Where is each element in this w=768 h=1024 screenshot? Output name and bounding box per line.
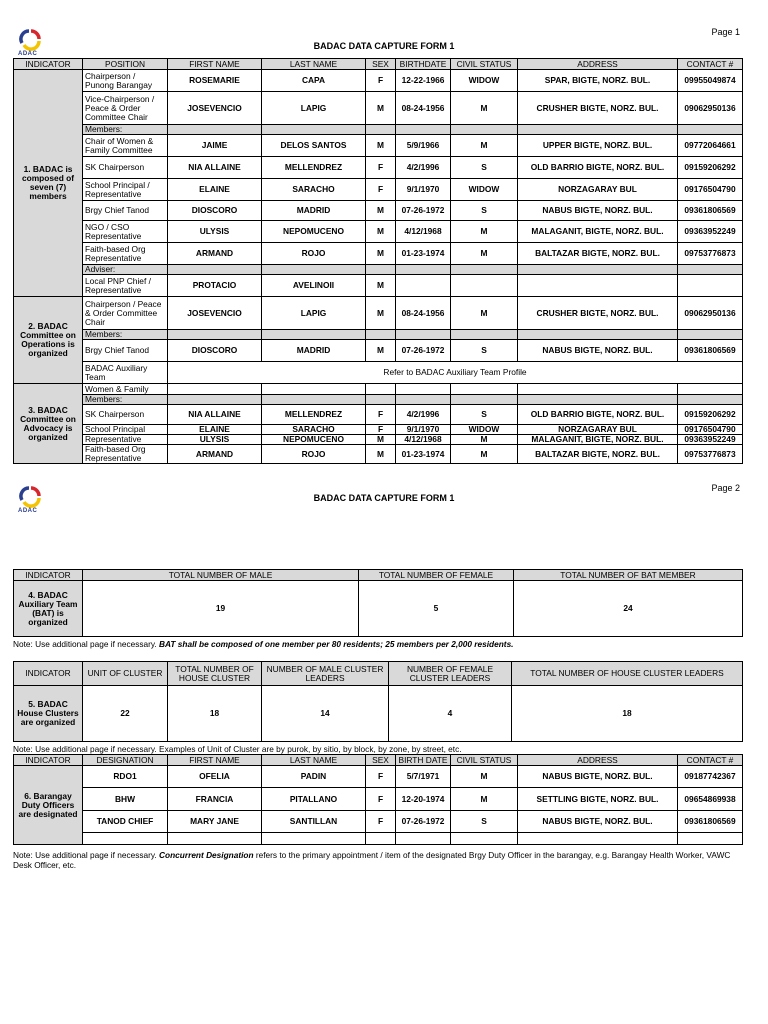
contact-cell: 09772064661 [678, 135, 743, 157]
members-label-row [14, 125, 743, 135]
last-name-cell: SARACHO [262, 179, 366, 201]
birthdate-cell: 12-20-1974 [396, 788, 451, 811]
page2-number: Page 2 [711, 483, 740, 493]
bat-table [13, 569, 743, 637]
first-name-cell: DIOSCORO [168, 340, 262, 362]
table-row [14, 405, 743, 425]
address-cell: NORZAGARAY BUL [518, 425, 678, 435]
unit-cluster-value: 22 [83, 686, 168, 742]
first-name-cell: ULYSIS [168, 435, 262, 445]
last-name-cell: LAPIG [262, 297, 366, 330]
header-address: ADDRESS [518, 755, 678, 766]
address-cell: NABUS BIGTE, NORZ. BUL. [518, 766, 678, 788]
sex-cell: F [366, 788, 396, 811]
table-row [14, 435, 743, 445]
birthdate-cell: 4/12/1968 [396, 221, 451, 243]
first-name-cell: ARMAND [168, 445, 262, 464]
birthdate-cell: 12-22-1966 [396, 70, 451, 92]
bat-note-prefix: Note: Use additional page if necessary. [13, 639, 160, 649]
contact-cell: 09361806569 [678, 340, 743, 362]
contact-cell: 09654869938 [678, 788, 743, 811]
birthdate-cell: 08-24-1956 [396, 297, 451, 330]
sex-cell: M [366, 435, 396, 445]
birthdate-cell [396, 275, 451, 297]
sex-cell: M [366, 340, 396, 362]
logo-text: ADAC [18, 51, 38, 57]
table-row [14, 297, 743, 330]
table-row [14, 686, 743, 742]
last-name-cell: LAPIG [262, 92, 366, 125]
civil-status-cell: M [451, 766, 518, 788]
position-cell: Chairperson / Peace & Order Committee Chair [83, 297, 168, 330]
first-name-cell: MARY JANE [168, 811, 262, 833]
first-name-cell: ELAINE [168, 425, 262, 435]
members-label-row [14, 395, 743, 405]
birthdate-cell: 9/1/1970 [396, 425, 451, 435]
table-row [14, 70, 743, 92]
address-cell: OLD BARRIO BIGTE, NORZ. BUL. [518, 405, 678, 425]
birthdate-cell: 08-24-1956 [396, 92, 451, 125]
contact-cell: 09159206292 [678, 405, 743, 425]
address-cell: BALTAZAR BIGTE, NORZ. BUL. [518, 445, 678, 464]
birthdate-cell: 07-26-1972 [396, 340, 451, 362]
address-cell: CRUSHER BIGTE, NORZ. BUL. [518, 92, 678, 125]
designation-cell: TANOD CHIEF [83, 811, 168, 833]
sex-cell: F [366, 405, 396, 425]
header-total-clusters: TOTAL NUMBER OF HOUSE CLUSTER [168, 662, 262, 686]
table-row [14, 275, 743, 297]
first-name-cell: FRANCIA [168, 788, 262, 811]
position-cell: Faith-based Org Representative [83, 445, 168, 464]
table-row [14, 157, 743, 179]
last-name-cell: PADIN [262, 766, 366, 788]
header-male-leaders: NUMBER OF MALE CLUSTER LEADERS [262, 662, 389, 686]
position-cell: Brgy Chief Tanod [83, 340, 168, 362]
indicator-2: 2. BADAC Committee on Operations is organized [14, 297, 83, 384]
address-cell: NORZAGARAY BUL [518, 179, 678, 201]
last-name-cell: MELLENDREZ [262, 405, 366, 425]
indicator-5: 5. BADAC House Clusters are organized [14, 686, 83, 742]
birthdate-cell: 4/12/1968 [396, 435, 451, 445]
contact-cell: 09062950136 [678, 297, 743, 330]
bat-note [13, 639, 748, 649]
header-indicator: INDICATOR [14, 59, 83, 70]
header-first-name: FIRST NAME [168, 59, 262, 70]
total-male-value: 19 [83, 581, 359, 637]
header-indicator: INDICATOR [14, 662, 83, 686]
bat-note-bold: BAT shall be composed of one member per 80 residents; 25 members per 2,000 residents. [159, 639, 514, 649]
header-last-name: LAST NAME [262, 59, 366, 70]
indicator-6: 6. Barangay Duty Officers are designated [14, 766, 83, 845]
total-female-value: 5 [359, 581, 514, 637]
total-leaders-value: 18 [512, 686, 743, 742]
table-row [14, 362, 743, 384]
sex-cell: M [366, 221, 396, 243]
last-name-cell: NEPOMUCENO [262, 435, 366, 445]
logo-text: ADAC [18, 508, 38, 514]
civil-status-cell: M [451, 92, 518, 125]
adviser-label-row [14, 265, 743, 275]
header-total-bat: TOTAL NUMBER OF BAT MEMBER [514, 570, 743, 581]
civil-status-cell: M [451, 297, 518, 330]
last-name-cell: ROJO [262, 243, 366, 265]
civil-status-cell: M [451, 445, 518, 464]
civil-status-cell: M [451, 221, 518, 243]
duty-officers-table [13, 754, 743, 845]
members-label: Members: [83, 125, 168, 135]
header-unit-cluster: UNIT OF CLUSTER [83, 662, 168, 686]
first-name-cell: JOSEVENCIO [168, 297, 262, 330]
first-name-cell: DIOSCORO [168, 201, 262, 221]
first-name-cell: OFELIA [168, 766, 262, 788]
sex-cell: F [366, 811, 396, 833]
position-cell: Local PNP Chief / Representative [83, 275, 168, 297]
header-first-name: FIRST NAME [168, 755, 262, 766]
position-cell: NGO / CSO Representative [83, 221, 168, 243]
contact-cell: 09176504790 [678, 179, 743, 201]
sex-cell: M [366, 135, 396, 157]
clusters-table [13, 661, 743, 742]
sex-cell: F [366, 766, 396, 788]
header-birthdate: BIRTH DATE [396, 755, 451, 766]
last-name-cell: SARACHO [262, 425, 366, 435]
address-cell: UPPER BIGTE, NORZ. BUL. [518, 135, 678, 157]
contact-cell: 09955049874 [678, 70, 743, 92]
civil-status-cell: WIDOW [451, 70, 518, 92]
civil-status-cell: S [451, 405, 518, 425]
address-cell [518, 275, 678, 297]
last-name-cell: SANTILLAN [262, 811, 366, 833]
civil-status-cell: M [451, 435, 518, 445]
adviser-label: Adviser: [83, 265, 168, 275]
header-birthdate: BIRTHDATE [396, 59, 451, 70]
contact-cell: 09187742367 [678, 766, 743, 788]
table-header-row [14, 755, 743, 766]
last-name-cell: NEPOMUCENO [262, 221, 366, 243]
address-cell: SETTLING BIGTE, NORZ. BUL. [518, 788, 678, 811]
contact-cell: 09361806569 [678, 201, 743, 221]
first-name-cell: NIA ALLAINE [168, 405, 262, 425]
table-row [14, 788, 743, 811]
address-cell: NABUS BIGTE, NORZ. BUL. [518, 201, 678, 221]
birthdate-cell: 4/2/1996 [396, 405, 451, 425]
position-cell: Chairperson / Punong Barangay [83, 70, 168, 92]
position-cell: BADAC Auxiliary Team [83, 362, 168, 384]
table-row [14, 243, 743, 265]
last-name-cell: CAPA [262, 70, 366, 92]
table-row [14, 92, 743, 125]
table-header-row [14, 59, 743, 70]
address-cell: MALAGANIT, BIGTE, NORZ. BUL. [518, 435, 678, 445]
civil-status-cell: M [451, 243, 518, 265]
address-cell: MALAGANIT, BIGTE, NORZ. BUL. [518, 221, 678, 243]
civil-status-cell: S [451, 157, 518, 179]
header-sex: SEX [366, 755, 396, 766]
indicator-1: 1. BADAC is composed of seven (7) members [14, 70, 83, 297]
table-row [14, 201, 743, 221]
table-row [14, 581, 743, 637]
sex-cell: F [366, 425, 396, 435]
first-name-cell: ELAINE [168, 179, 262, 201]
birthdate-cell: 07-26-1972 [396, 811, 451, 833]
last-name-cell: DELOS SANTOS [262, 135, 366, 157]
birthdate-cell: 01-23-1974 [396, 243, 451, 265]
header-total-female: TOTAL NUMBER OF FEMALE [359, 570, 514, 581]
contact-cell: 09159206292 [678, 157, 743, 179]
contact-cell: 09062950136 [678, 92, 743, 125]
last-name-cell: AVELINOII [262, 275, 366, 297]
header-contact: CONTACT # [678, 59, 743, 70]
address-cell: NABUS BIGTE, NORZ. BUL. [518, 811, 678, 833]
position-cell: Faith-based Org Representative [83, 243, 168, 265]
table-header-row [14, 662, 743, 686]
page1-number: Page 1 [711, 27, 740, 37]
sex-cell: M [366, 243, 396, 265]
header-position: POSITION [83, 59, 168, 70]
civil-status-cell [451, 275, 518, 297]
table-row [14, 221, 743, 243]
total-clusters-value: 18 [168, 686, 262, 742]
header-indicator: INDICATOR [14, 755, 83, 766]
last-name-cell: MADRID [262, 201, 366, 221]
duty-note [13, 850, 748, 870]
sex-cell: M [366, 201, 396, 221]
header-total-male: TOTAL NUMBER OF MALE [83, 570, 359, 581]
sex-cell: F [366, 70, 396, 92]
contact-cell: 09361806569 [678, 811, 743, 833]
designation-cell: RDO1 [83, 766, 168, 788]
civil-status-cell: S [451, 201, 518, 221]
table-row [14, 179, 743, 201]
header-sex: SEX [366, 59, 396, 70]
contact-cell: 09753776873 [678, 243, 743, 265]
sex-cell: M [366, 297, 396, 330]
header-last-name: LAST NAME [262, 755, 366, 766]
address-cell: NABUS BIGTE, NORZ. BUL. [518, 340, 678, 362]
male-leaders-value: 14 [262, 686, 389, 742]
civil-status-cell: M [451, 135, 518, 157]
first-name-cell: ULYSIS [168, 221, 262, 243]
page1-title: BADAC DATA CAPTURE FORM 1 [313, 41, 455, 51]
position-cell: SK Chairperson [83, 405, 168, 425]
birthdate-cell: 01-23-1974 [396, 445, 451, 464]
address-cell: CRUSHER BIGTE, NORZ. BUL. [518, 297, 678, 330]
position-cell: Brgy Chief Tanod [83, 201, 168, 221]
badac-members-table [13, 58, 743, 464]
address-cell: BALTAZAR BIGTE, NORZ. BUL. [518, 243, 678, 265]
clusters-note: Note: Use additional page if necessary. Examples of Unit of Cluster are by purok, by sitio, by block, by zone, by street, etc. [13, 744, 462, 754]
total-bat-value: 24 [514, 581, 743, 637]
header-civil-status: CIVIL STATUS [451, 59, 518, 70]
duty-note-prefix: Note: Use additional page if necessary. [13, 850, 160, 860]
duty-note-rest: refers to the primary appointment / item of the designated Brgy Duty Officer in the barangay, e.g. Barangay Health Worker, VAWC Desk Officer, etc. [13, 850, 731, 870]
header-civil-status: CIVIL STATUS [451, 755, 518, 766]
sex-cell: M [366, 275, 396, 297]
contact-cell: 09176504790 [678, 425, 743, 435]
table-row [14, 445, 743, 464]
table-header-row [14, 570, 743, 581]
contact-cell [678, 275, 743, 297]
page2-title: BADAC DATA CAPTURE FORM 1 [313, 493, 455, 503]
address-cell: SPAR, BIGTE, NORZ. BUL. [518, 70, 678, 92]
members-label-row [14, 330, 743, 340]
header-contact: CONTACT # [678, 755, 743, 766]
birthdate-cell: 5/9/1966 [396, 135, 451, 157]
female-leaders-value: 4 [389, 686, 512, 742]
contact-cell: 09363952249 [678, 221, 743, 243]
header-address: ADDRESS [518, 59, 678, 70]
civil-status-cell: WIDOW [451, 179, 518, 201]
birthdate-cell: 9/1/1970 [396, 179, 451, 201]
refer-note: Refer to BADAC Auxiliary Team Profile [168, 362, 743, 384]
last-name-cell: ROJO [262, 445, 366, 464]
table-row [14, 135, 743, 157]
position-cell: Vice-Chairperson / Peace & Order Committee Chair [83, 92, 168, 125]
birthdate-cell: 5/7/1971 [396, 766, 451, 788]
position-cell: Chair of Women & Family Committee [83, 135, 168, 157]
sex-cell: M [366, 92, 396, 125]
address-cell: OLD BARRIO BIGTE, NORZ. BUL. [518, 157, 678, 179]
first-name-cell: ARMAND [168, 243, 262, 265]
civil-status-cell: M [451, 788, 518, 811]
members-label: Members: [83, 330, 168, 340]
first-name-cell: NIA ALLAINE [168, 157, 262, 179]
position-cell: Women & Family [83, 384, 168, 395]
first-name-cell: PROTACIO [168, 275, 262, 297]
last-name-cell: PITALLANO [262, 788, 366, 811]
sex-cell: F [366, 157, 396, 179]
contact-cell: 09363952249 [678, 435, 743, 445]
table-row [14, 811, 743, 833]
table-row [14, 425, 743, 435]
birthdate-cell: 07-26-1972 [396, 201, 451, 221]
first-name-cell: JOSEVENCIO [168, 92, 262, 125]
contact-cell: 09753776873 [678, 445, 743, 464]
last-name-cell: MELLENDREZ [262, 157, 366, 179]
table-row [14, 766, 743, 788]
civil-status-cell: S [451, 340, 518, 362]
birthdate-cell: 4/2/1996 [396, 157, 451, 179]
header-indicator: INDICATOR [14, 570, 83, 581]
civil-status-cell: WIDOW [451, 425, 518, 435]
members-label: Members: [83, 395, 168, 405]
header-female-leaders: NUMBER OF FEMALE CLUSTER LEADERS [389, 662, 512, 686]
position-cell: SK Chairperson [83, 157, 168, 179]
header-total-leaders: TOTAL NUMBER OF HOUSE CLUSTER LEADERS [512, 662, 743, 686]
indicator-4: 4. BADAC Auxiliary Team (BAT) is organized [14, 581, 83, 637]
table-row [14, 340, 743, 362]
header-designation: DESIGNATION [83, 755, 168, 766]
first-name-cell: JAIME [168, 135, 262, 157]
last-name-cell: MADRID [262, 340, 366, 362]
position-cell: School Principal [83, 425, 168, 435]
first-name-cell: ROSEMARIE [168, 70, 262, 92]
sex-cell: M [366, 445, 396, 464]
designation-cell: BHW [83, 788, 168, 811]
position-cell: Representative [83, 435, 168, 445]
civil-status-cell: S [451, 811, 518, 833]
duty-note-bold: Concurrent Designation [159, 850, 254, 860]
position-cell: School Principal / Representative [83, 179, 168, 201]
table-row [14, 384, 743, 395]
indicator-3: 3. BADAC Committee on Advocacy is organized [14, 384, 83, 464]
sex-cell: F [366, 179, 396, 201]
table-row [14, 833, 743, 845]
